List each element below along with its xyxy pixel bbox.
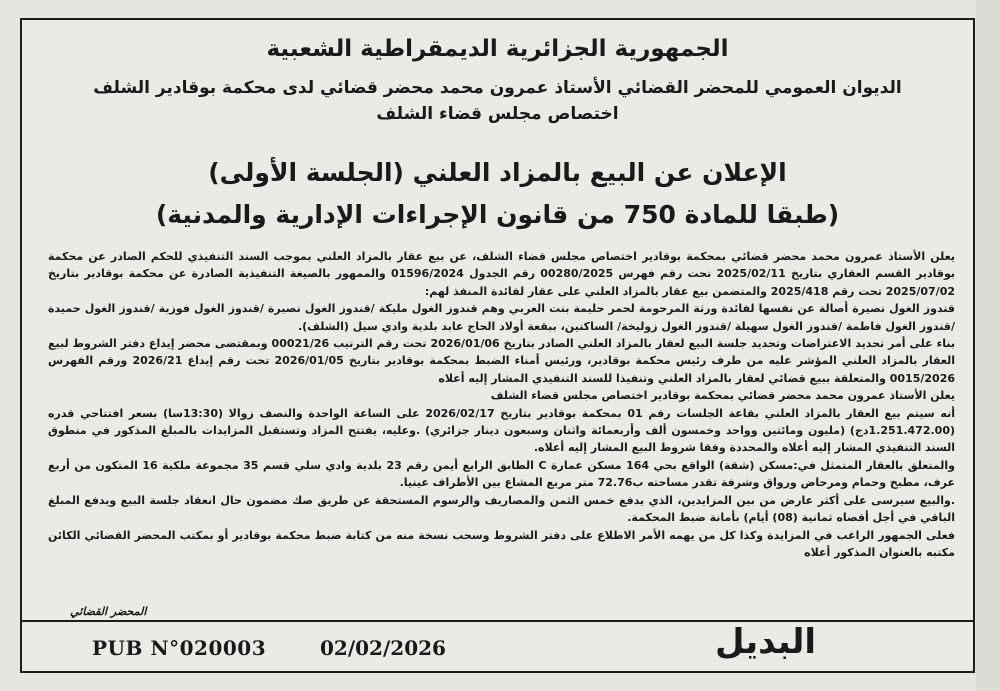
body-paragraph: .والبيع سيرسى على أكثر عارض من بين المزايدين، الذي يدفع خمس الثمن والمصاريف والرسوم المستحقة عن طريق صك مضمون حال انعقاد جلسة البيع ويدفع المبلغ الباقي في أجل أقصاه ثمانية (08) أيام) بأمانة ضبط المحكمة. bbox=[48, 493, 955, 525]
announcement-body bbox=[48, 248, 955, 561]
announcement-subtitle: (طبقا للمادة 750 من قانون الإجراءات الإدارية والمدنية) bbox=[155, 200, 840, 229]
signature: المحضر القضائي bbox=[70, 605, 147, 618]
publication-date: 02/02/2026 bbox=[320, 636, 446, 660]
announcement-frame bbox=[20, 18, 975, 673]
footer-divider bbox=[20, 620, 975, 622]
body-paragraph: بناء على أمر تحديد الاعتراضات وتحديد جلسة البيع لعقار بالمزاد العلني الصادر بتاريخ 2026/01/06 تحت رقم الترتيب 00021/26 وبمقتضى محضر إيداع دفتر الشروط لبيع العقار بالمزاد العلني المؤشر عليه من طرف رئيس محكمة بوقادير، ورئيس أمناء الضبط بمحكمة بوقادير بتاريخ 2026/01/05 تحت رقم إيداع 2026/21 ورقم الفهرس 0015/2026 والمتعلقة ببيع قضائي لعقار بالمزاد العلني وتنفيذا للسند التنفيذي المشار إليه أعلاه bbox=[48, 337, 955, 385]
body-paragraph: فعلى الجمهور الراغب في المزايدة وكذا كل من يهمه الأمر الاطلاع على دفتر الشروط وسحب نسخة منه من كتابة ضبط محكمة بوقادير أو بمكتب المحضر القضائي الكائن مكتبه بالعنوان المذكور أعلاه bbox=[48, 528, 955, 559]
newspaper-name: البديل bbox=[715, 622, 817, 662]
body-paragraph: والمتعلق بالعقار المتمثل في:مسكن (شقة) الواقع بحي 164 مسكن عمارة C الطابق الرابع أيمن رقم 23 بلدية وادي سلي قسم 35 مجموعة ملكية 16 المتكون من أربع عرف، مطبخ وحمام ومرحاض ورواق وشرفة تقدر مساحته ب72.76 متر مربع المشاع بين الأطراف عينيا. bbox=[48, 458, 956, 490]
body-paragraph: يعلن الأستاذ عمرون محمد محضر قضائي بمحكمة بوقادير اختصاص مجلس قضاء الشلف، عن بيع عقار بالمزاد العلني بموجب السند التنفيذي للحكم الصادر عن محكمة بوقادير القسم العقاري بتاريخ 2025/02/11 تحت رقم فهرس 00280/2025 رقم الجدول 01596/2024 والممهور بالصيغة التنفيذية الصادرة عن محكمة بوقادير بتاريخ 2025/07/02 تحت رقم 2025/418 والمتضمن بيع عقار بالمزاد العلني على عقار لفائدة المنفذ لهم: bbox=[48, 250, 955, 298]
page-edge bbox=[976, 0, 1000, 691]
office-heading: الديوان العمومي للمحضر القضائي الأستاذ عمرون محمد محضر قضائي لدى محكمة بوقادير الشلف bbox=[93, 78, 902, 98]
announcement-title: الإعلان عن البيع بالمزاد العلني (الجلسة الأولى) bbox=[208, 158, 787, 187]
republic-heading: الجمهورية الجزائرية الديمقراطية الشعبية bbox=[266, 36, 729, 62]
body-paragraph: قندوز الغول نصيرة أصالة عن نفسها لفائدة ورثة المرحومة لحمر حليمة بنت العربي وهم قندوز الغول مليكة /قندوز الغول نصيرة /قندوز الغول فوزية /قندوز الغول حميدة /قندوز الغول فاطمة /قندوز الغول سهيلة /قندوز الغول زوليخة/ الساكنين، ببقعة أولاد الحاج عابد بلدية وادي سيل (الشلف). bbox=[48, 302, 955, 333]
jurisdiction-heading: اختصاص مجلس قضاء الشلف bbox=[376, 104, 619, 124]
body-paragraph: أنه سيتم بيع العقار بالمزاد العلني بقاعة الجلسات رقم 01 بمحكمة بوقادير بتاريخ 2026/02/17 على الساعة الواحدة والنصف زوالا (13:30سا) بسعر افتتاحي قدره (1.251.472.00دج) (مليون ومائتين وواحد وخمسون ألف وأربعمائة واثنان وسبعون دينار جزائري) .وعليه، يفتتح المزاد وتستقبل المزايدات بالمبلغ المذكور في منطوق السند التنفيذي المشار إليه أعلاه والمحددة وفقا شروط البيع المشار إليه أعلاه. bbox=[48, 406, 955, 455]
publication-number: PUB N°020003 bbox=[92, 636, 267, 660]
body-paragraph: يعلن الأستاذ عمرون محمد محضر قضائي بمحكمة بوقادير اختصاص مجلس قضاء الشلف bbox=[490, 389, 955, 403]
